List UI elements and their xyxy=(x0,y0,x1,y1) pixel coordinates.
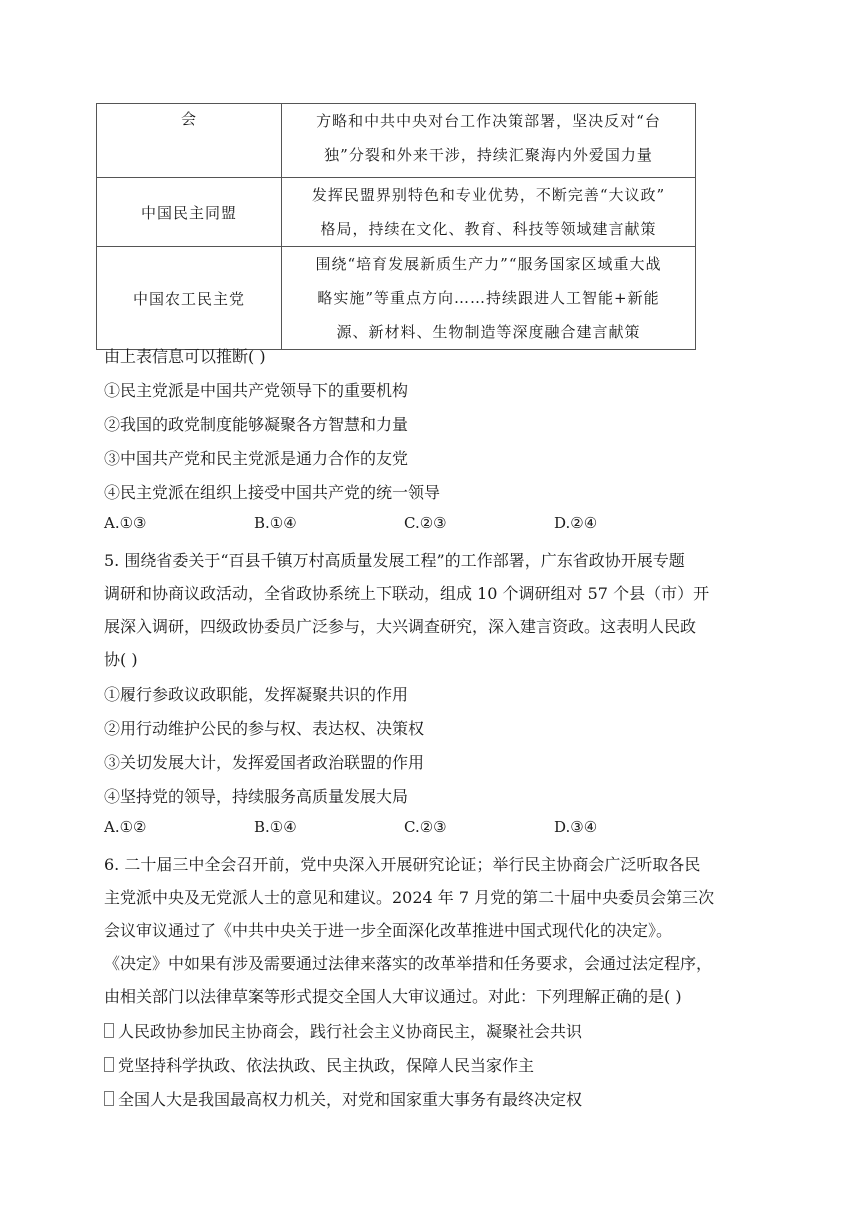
description-cell xyxy=(282,247,696,350)
option-c[interactable]: C.②③ xyxy=(404,514,447,532)
missing-glyph-box xyxy=(104,1023,114,1038)
q4-stem: 由上表信息可以推断( ) xyxy=(104,347,266,366)
q4-options xyxy=(104,514,704,532)
q6-stem-line: 会议审议通过了《中共中央关于进一步全面深化改革推进中国式现代化的决定》。 xyxy=(104,921,673,940)
description-line: 围绕“培育发展新质生产力”“服务国家区域重大战 xyxy=(315,255,662,273)
q6-item xyxy=(104,1053,534,1076)
q6-item xyxy=(104,1087,582,1110)
table-row xyxy=(97,104,696,178)
q4-item: ④民主党派在组织上接受中国共产党的统一领导 xyxy=(104,483,441,502)
party-cell: 中国农工民主党 xyxy=(97,247,282,350)
q5-item: ①履行参政议政职能，发挥凝聚共识的作用 xyxy=(104,685,409,704)
party-cell: 会 xyxy=(97,104,282,178)
q4-item: ②我国的政党制度能够凝聚各方智慧和力量 xyxy=(104,415,409,434)
option-d[interactable]: D.②④ xyxy=(554,514,598,532)
q5-stem-line: 5. 围绕省委关于“百县千镇万村高质量发展工程”的工作部署，广东省政协开展专题 xyxy=(104,551,685,570)
description-line: 格局，持续在文化、教育、科技等领域建言献策 xyxy=(320,220,657,238)
table-row xyxy=(97,178,696,247)
q5-options xyxy=(104,818,704,836)
option-b[interactable]: B.①④ xyxy=(254,514,297,532)
q5-item: ③关切发展大计，发挥爱国者政治联盟的作用 xyxy=(104,753,425,772)
q5-stem-line: 协( ) xyxy=(104,650,138,669)
missing-glyph-box xyxy=(104,1057,114,1072)
q6-item xyxy=(104,1019,582,1042)
description-cell xyxy=(282,104,696,178)
q5-item: ④坚持党的领导，持续服务高质量发展大局 xyxy=(104,787,409,806)
option-c[interactable]: C.②③ xyxy=(404,818,447,836)
description-line: 方略和中共中央对台工作决策部署，坚决反对“台 xyxy=(316,112,661,130)
q5-stem-line: 展深入调研，四级政协委员广泛参与，大兴调查研究，深入建言资政。这表明人民政 xyxy=(104,617,697,636)
q6-stem-line: 主党派中央及无党派人士的意见和建议。2024 年 7 月党的第二十届中央委员会第三次 xyxy=(104,888,715,907)
q6-item-text: 全国人大是我国最高权力机关，对党和国家重大事务有最终决定权 xyxy=(118,1090,583,1109)
table-row xyxy=(97,247,696,350)
description-line: 发挥民盟界别特色和专业优势，不断完善“大议政” xyxy=(311,186,666,204)
q5-item: ②用行动维护公民的参与权、表达权、决策权 xyxy=(104,719,425,738)
option-b[interactable]: B.①④ xyxy=(254,818,297,836)
q5-stem-line: 调研和协商议政活动，全省政协系统上下联动，组成 10 个调研组对 57 个县（市）开 xyxy=(104,584,710,603)
party-cell: 中国民主同盟 xyxy=(97,178,282,247)
option-d[interactable]: D.③④ xyxy=(554,818,598,836)
description-line: 源、新材料、生物制造等深度融合建言献策 xyxy=(336,323,641,341)
q6-stem-line: 由相关部门以法律草案等形式提交全国人大审议通过。对此：下列理解正确的是( ) xyxy=(104,987,682,1006)
description-line: 略实施”等重点方向……持续跟进人工智能+新能 xyxy=(317,289,660,307)
option-a[interactable]: A.①③ xyxy=(104,514,147,532)
party-info-table xyxy=(96,103,696,350)
q6-item-text: 党坚持科学执政、依法执政、民主执政，保障人民当家作主 xyxy=(118,1056,535,1075)
option-a[interactable]: A.①② xyxy=(104,818,147,836)
q4-item: ①民主党派是中国共产党领导下的重要机构 xyxy=(104,381,409,400)
q4-item: ③中国共产党和民主党派是通力合作的友党 xyxy=(104,449,409,468)
q6-item-text: 人民政协参加民主协商会，践行社会主义协商民主，凝聚社会共识 xyxy=(118,1022,583,1041)
q6-stem-line: 6. 二十届三中全会召开前，党中央深入开展研究论证；举行民主协商会广泛听取各民 xyxy=(104,855,701,874)
description-cell xyxy=(282,178,696,247)
description-line: 独”分裂和外来干涉，持续汇聚海内外爱国力量 xyxy=(324,146,653,164)
missing-glyph-box xyxy=(104,1091,114,1106)
q6-stem-line: 《决定》中如果有涉及需要通过法律来落实的改革举措和任务要求，会通过法定程序， xyxy=(104,954,713,973)
